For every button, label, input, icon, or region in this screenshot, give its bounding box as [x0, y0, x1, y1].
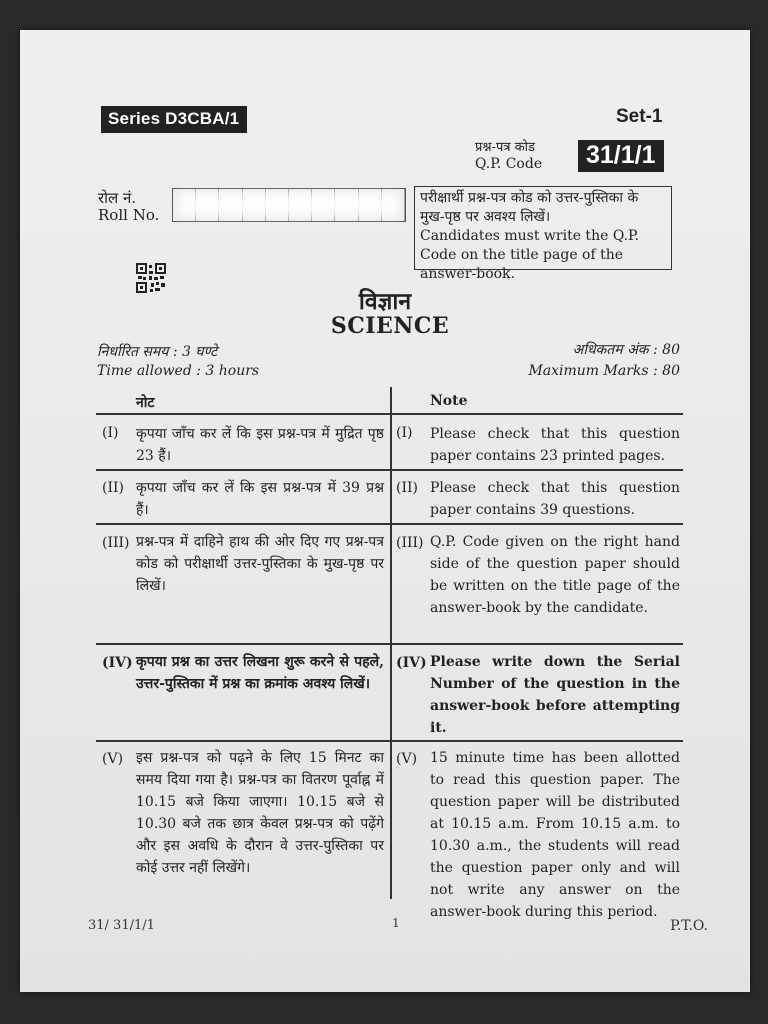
note-number: (III)	[396, 535, 424, 551]
note-text-hindi: कृपया जाँच कर लें कि इस प्रश्न-पत्र में मुद्रित पृष्ठ 23 हैं।	[136, 426, 384, 464]
notes-heading-hindi: नोट	[136, 395, 155, 411]
series-badge: Series D3CBA/1	[101, 106, 247, 133]
note-text-hindi: इस प्रश्न-पत्र को पढ़ने के लिए 15 मिनट का समय दिया गया है। प्रश्न-पत्र का वितरण पूर्वाह्न में 10.15 बजे किया जाएगा। 10.15 बजे से 10.30 बजे तक छात्र केवल प्रश्न-पत्र को पढ़ेंगे और इस अवधि के दौरान वे उत्तर-पुस्तिका पर कोई उत्तर नहीं लिखेंगे।	[136, 750, 384, 876]
page-number: 1	[392, 916, 400, 930]
note-number: (III)	[102, 535, 130, 551]
note-number: (II)	[396, 480, 418, 496]
note-text: Please write down the Serial Number of the question in the answer-book before attempting it.	[430, 654, 680, 736]
notes-heading: Note	[430, 393, 468, 409]
note-text-hindi: कृपया जाँच कर लें कि इस प्रश्न-पत्र में 39 प्रश्न हैं।	[136, 480, 384, 518]
time-allowed: Time allowed : 3 hours	[97, 363, 260, 379]
note-number: (IV)	[102, 655, 133, 671]
instruction-hindi: परीक्षार्थी प्रश्न-पत्र कोड को उत्तर-पुस्तिका के मुख-पृष्ठ पर अवश्य लिखें।	[420, 190, 639, 225]
footer-paper-code: 31/ 31/1/1	[88, 918, 155, 933]
note-number: (II)	[102, 480, 124, 496]
notes-table	[96, 385, 683, 920]
qp-code-badge: 31/1/1	[578, 140, 664, 172]
qp-code-instruction-box	[414, 186, 672, 282]
note-text: Q.P. Code given on the right hand side of the question paper should be written on the title page of the answer-book by the candidate.	[430, 534, 680, 616]
note-number: (I)	[396, 425, 413, 441]
roll-number-label-hindi: रोल नं.	[98, 189, 137, 207]
note-text-hindi: प्रश्न-पत्र में दाहिने हाथ की ओर दिए गए प्रश्न-पत्र कोड को परीक्षार्थी उत्तर-पुस्तिका के मुख-पृष्ठ पर लिखें।	[136, 534, 384, 594]
please-turn-over: P.T.O.	[670, 918, 708, 934]
note-text: Please check that this question paper contains 39 questions.	[430, 480, 680, 518]
maximum-marks-hindi: अधिकतम अंक : 80	[572, 342, 680, 358]
note-text-hindi: कृपया प्रश्न का उत्तर लिखना शुरू करने से पहले, उत्तर-पुस्तिका में प्रश्न का क्रमांक अवश्य लिखें।	[136, 654, 384, 692]
qp-code-label: Q.P. Code	[475, 156, 543, 172]
redacted-roll-number	[179, 193, 399, 217]
note-number: (IV)	[396, 655, 427, 671]
note-number: (I)	[102, 425, 119, 441]
exam-paper-sheet	[20, 30, 750, 992]
qp-code-label-hindi: प्रश्न-पत्र कोड	[475, 140, 535, 155]
subject-title: SCIENCE	[330, 313, 450, 339]
subject-title-hindi: विज्ञान	[358, 288, 412, 315]
roll-number-label: Roll No.	[98, 206, 160, 224]
note-text: Please check that this question paper contains 23 printed pages.	[430, 426, 680, 464]
note-text: 15 minute time has been allotted to read this question paper. The question paper will be distributed at 10.15 a.m. From 10.15 a.m. to 10.30 a.m., the students will read the question paper only and will not write any answer on the answer-book during this period.	[430, 750, 680, 920]
note-number: (V)	[102, 751, 124, 767]
time-allowed-hindi: निर्धारित समय : 3 घण्टे	[97, 344, 218, 360]
maximum-marks: Maximum Marks : 80	[528, 363, 680, 379]
instruction-english: Candidates must write the Q.P. Code on the title page of the answer-book.	[420, 228, 640, 282]
note-number: (V)	[396, 751, 418, 767]
set-label: Set-1	[616, 106, 663, 127]
roll-number-boxes[interactable]	[172, 188, 406, 222]
